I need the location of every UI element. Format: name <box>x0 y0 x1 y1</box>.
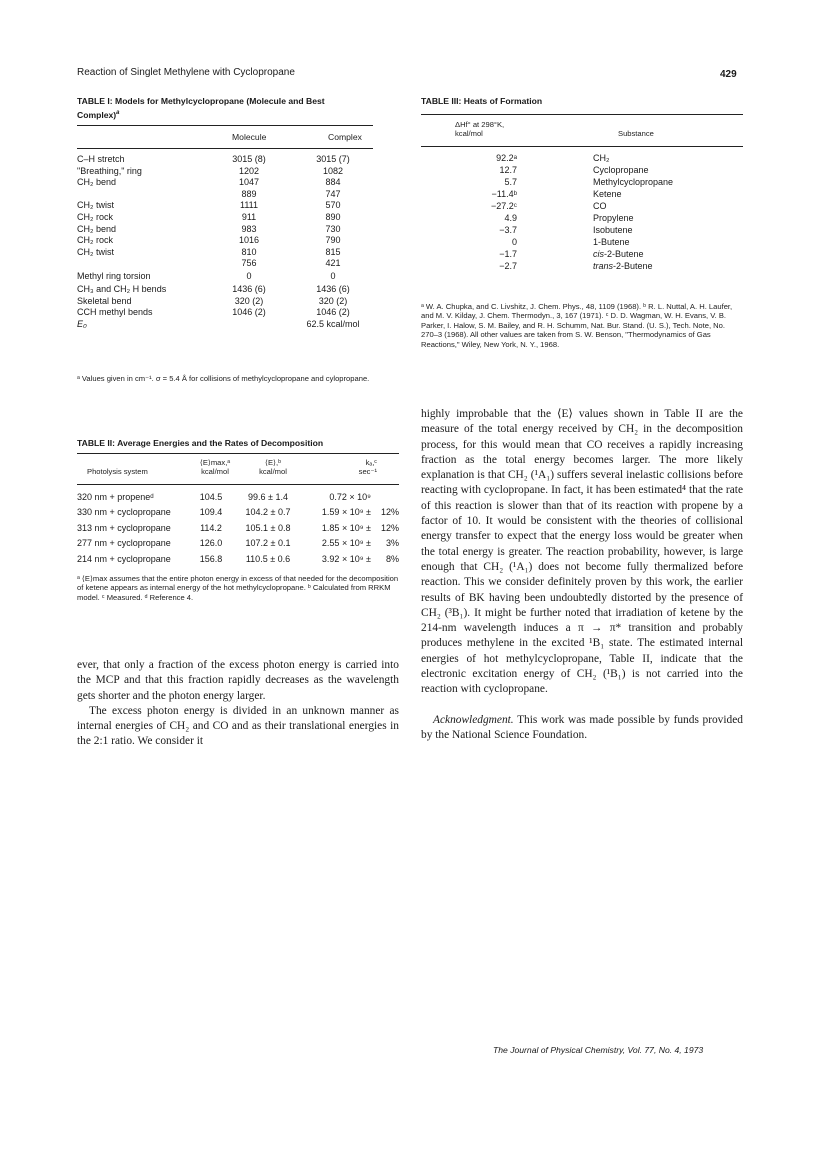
left-paragraph-1: ever, that only a fraction of the excess photon energy is carried into the MCP and that this fraction rapidly decreases as the wavelength gets shorter and the photon energy larger. <box>77 659 399 702</box>
table3-substance: Propylene <box>593 213 634 224</box>
table2-ka-error: 3% <box>385 538 399 549</box>
table3-substance: Isobutene <box>593 225 633 236</box>
table2 <box>77 490 399 568</box>
table1-row-label: CCH methyl bends <box>77 307 153 318</box>
table1-row-label: CH₂ bend <box>77 177 117 188</box>
table1-row-label: CH₂ rock <box>77 211 113 222</box>
table3-value: 4.9 <box>504 213 517 224</box>
table-row <box>77 506 399 522</box>
table1-row-label: C–H stretch <box>77 154 125 164</box>
table-row <box>421 165 743 177</box>
table1-col-molecule: Molecule <box>232 132 267 142</box>
table1-molecule-value: 756 <box>241 258 257 269</box>
table3-value: 12.7 <box>499 165 517 176</box>
table3-spacer <box>521 201 593 213</box>
table2-e: 107.2 ± 0.1 <box>245 538 291 549</box>
table1-molecule-value: 320 (2) <box>234 295 264 306</box>
table3-spacer <box>521 177 593 189</box>
left-column-text <box>77 658 399 750</box>
table3-substance: 1-Butene <box>593 237 630 248</box>
table-row <box>77 154 373 166</box>
table1-molecule-value: 1016 <box>238 235 260 246</box>
table3-substance: Cyclopropane <box>593 165 649 176</box>
table2-e: 99.6 ± 1.4 <box>248 491 288 502</box>
table1-complex-value: 3015 (7) <box>316 154 350 164</box>
table2-ka: 1.85 × 10⁹ ± <box>321 522 371 533</box>
table3-value: −27.2ᶜ <box>491 201 517 212</box>
table2-footnote: ᵃ ⟨E⟩max assumes that the entire photon energy in excess of that needed for the decomposition of ketene appears as internal energy of the hot methylcyclopropane. ᵇ Calculated from RRKM model. ᶜ Measured. ᵈ Reference 4. <box>77 574 399 602</box>
table-row <box>421 249 743 261</box>
table-row <box>77 296 373 308</box>
table1-molecule-value: 1202 <box>238 165 260 176</box>
table-row <box>421 201 743 213</box>
table1-complex-value: 570 <box>325 200 341 211</box>
table1-footnote: ᵃ Values given in cm⁻¹. σ = 5.4 Å for collisions of methylcyclopropane and cylopropane. <box>77 374 370 383</box>
table2-system: 320 nm + propeneᵈ <box>77 491 154 502</box>
table-row <box>421 177 743 189</box>
table3-value: 5.7 <box>504 177 517 188</box>
table2-ka: 3.92 × 10⁹ ± <box>321 553 371 564</box>
table-row <box>77 200 373 212</box>
table3-substance: CO <box>593 201 607 212</box>
table3-substance: Methylcyclopropane <box>593 177 674 188</box>
table1-row-label: CH₂ bend <box>77 223 117 234</box>
table-row <box>77 235 373 247</box>
table2-emax: 156.8 <box>199 553 223 564</box>
table3-spacer <box>521 237 593 249</box>
table2-ka-error: 12% <box>380 507 399 518</box>
table-row <box>77 258 373 270</box>
table2-header: ⟨E⟩max,ᵃ kcal/mol ⟨E⟩,ᵇ kcal/mol kₐ,ᶜ sec⁻¹ Photolysis system <box>87 458 377 476</box>
table3-spacer <box>521 213 593 225</box>
table2-emax: 104.5 <box>199 491 223 502</box>
table1-row-label: Skeletal bend <box>77 295 132 306</box>
table3-header-rule <box>421 146 743 147</box>
table-row <box>77 247 373 259</box>
table2-ka-error: 12% <box>380 522 399 533</box>
table3-value: 92.2ᵃ <box>496 153 517 164</box>
table3-footnote: ᵃ W. A. Chupka, and C. Livshitz, J. Chem. Phys., 48, 1109 (1968). ᵇ R. L. Nuttal, A. H. Laufer, and M. V. Kilday, J. Chem. Thermodyn., 3, 167 (1971). ᶜ D. D. Wagman, W. H. Evans, V. B. Parker, I. Halow, S. M. Bailey, and R. H. Schumm, Nat. Bur. Stand. (U. S.), Tech. Note, No. 270–3 (1968). All other values are taken from S. W. Benson, "Thermodynamics of Gas Reactions," Wiley, New York, N. Y., 1968. <box>421 302 733 349</box>
table-row <box>77 189 373 201</box>
table1-row-label: "Breathing," ring <box>77 165 142 176</box>
table1-header-rule <box>77 148 373 149</box>
table-row <box>77 307 373 319</box>
table3-spacer <box>521 165 593 177</box>
journal-footer: The Journal of Physical Chemistry, Vol. 77, No. 4, 1973 <box>493 1045 704 1055</box>
table-row <box>77 284 373 296</box>
table-row <box>421 225 743 237</box>
left-paragraph-2: The excess photon energy is divided in an unknown manner as internal energies of CH₂ and CO and as their translational energies in the 2:1 ratio. We consider it <box>77 704 399 748</box>
table1-molecule-value: 983 <box>241 223 257 234</box>
table-row <box>421 237 743 249</box>
table1-complex-value: 730 <box>325 223 341 234</box>
right-paragraph-1: highly improbable that the ⟨E⟩ values shown in Table II are the measure of the total energy received by CH₂ in the decomposition process, for this would mean that CO receives a rapidly increasing fraction as the total energy becomes larger. The more likely explanation is that CH₂ (¹A₁) suffers several inelastic collisions before reacting with cyclopropane. In fact, it has been estimated⁴ that the rate of this reaction is slower than that of its reaction with propene by a factor of 10. It would be consistent with the theories of collisional energy transfer to expect that the energy loss would be greater when the total energy is greater. The reaction probability, however, is large enough that CH₂ (¹A₁) does not become fully thermalized before reaction. This we consider definitely proven by this work, the earlier results of BK having been undoubtedly distorted by the presence of CH₂ (³B₁). It might be further noted that irradiation of ketene by the 214-nm wavelength induces a π → π* transition and probably produces methylene in the excited ¹B₁ state. The estimated internal energies of hot methylcyclopropane, Table II, indicate that the electronic excitation energy of CH₂ (¹B₁) is not carried into the reaction with cyclopropane. <box>421 408 743 696</box>
table-row <box>77 270 373 284</box>
table2-emax: 109.4 <box>199 507 223 518</box>
table1-row-label: CH₃ and CH₂ H bends <box>77 283 167 294</box>
running-header: Reaction of Singlet Methylene with Cyclopropane <box>77 67 295 78</box>
table2-header-rule <box>77 484 399 485</box>
table-row <box>77 521 399 537</box>
table1-row-label: CH₂ rock <box>77 235 113 246</box>
table1-complex-value: 62.5 kcal/mol <box>306 318 360 329</box>
table3 <box>421 153 743 273</box>
table2-e: 110.5 ± 0.6 <box>245 553 291 564</box>
table1-complex-value: 890 <box>325 211 341 222</box>
table1-molecule-value <box>205 319 293 331</box>
table1-complex-value: 815 <box>325 246 341 257</box>
table1-caption: TABLE I: Models for Methylcyclopropane (Molecule and Best Complex)$^a$ <box>77 96 325 120</box>
table3-value: −2.7 <box>499 261 517 272</box>
table-row <box>77 490 399 506</box>
table2-top-rule <box>77 453 399 454</box>
table2-system: 313 nm + cyclopropane <box>77 522 171 533</box>
table3-substance: trans-2-Butene <box>593 261 653 272</box>
table-row <box>421 261 743 273</box>
table2-ka-error: 8% <box>385 553 399 564</box>
table2-ka: 1.59 × 10⁹ ± <box>321 507 371 518</box>
table2-emax: 126.0 <box>199 538 223 549</box>
table3-spacer <box>521 225 593 237</box>
table3-spacer <box>521 261 593 273</box>
table2-e: 104.2 ± 0.7 <box>245 507 291 518</box>
table1-molecule-value: 0 <box>246 271 252 282</box>
table1-molecule-value: 1111 <box>239 200 259 211</box>
table3-value: −1.7 <box>499 249 517 260</box>
table2-system: 330 nm + cyclopropane <box>77 507 171 518</box>
table1-molecule-value: 889 <box>241 188 257 199</box>
table2-ka-error <box>371 490 399 506</box>
table2-caption: TABLE II: Average Energies and the Rates of Decomposition <box>77 438 324 448</box>
table1-molecule-value: 1436 (6) <box>232 283 266 294</box>
table1-row-label: CH₂ twist <box>77 246 114 257</box>
table-row <box>421 153 743 165</box>
table1-complex-value: 1436 (6) <box>316 283 350 294</box>
table2-e: 105.1 ± 0.8 <box>245 522 291 533</box>
table1-top-rule <box>77 125 373 126</box>
table1-row-label: E₀ <box>77 318 87 329</box>
table1-row-label <box>77 258 205 270</box>
table1-complex-value: 1082 <box>322 165 344 176</box>
acknowledgment: Acknowledgment. This work was made possible by funds provided by the National Science Foundation. <box>421 713 743 741</box>
table2-ka: 2.55 × 10⁹ ± <box>321 538 371 549</box>
table1-molecule-value: 1046 (2) <box>232 307 266 318</box>
table3-substance: Ketene <box>593 189 622 200</box>
table3-spacer <box>521 189 593 201</box>
table1-molecule-value: 911 <box>241 211 257 222</box>
table1-complex-value: 1046 (2) <box>316 307 350 318</box>
table-row <box>77 319 373 331</box>
table1-row-label: Methyl ring torsion <box>77 271 151 282</box>
table1 <box>77 154 373 330</box>
table1-row-label <box>77 189 205 201</box>
table3-value: −3.7 <box>499 225 517 236</box>
table1-complex-value: 790 <box>325 235 341 246</box>
table1-row-label: CH₂ twist <box>77 200 114 211</box>
table1-complex-value: 747 <box>325 188 341 199</box>
table-row <box>77 212 373 224</box>
table3-header: ΔHf° at 298°K, kcal/mol Substance <box>455 120 654 138</box>
table1-molecule-value: 1047 <box>238 177 260 188</box>
table2-ka: 0.72 × 10⁹ <box>329 491 371 502</box>
table3-caption: TABLE III: Heats of Formation <box>421 96 543 106</box>
table-row <box>77 177 373 189</box>
table1-molecule-value: 810 <box>241 246 257 257</box>
table1-molecule-value: 3015 (8) <box>232 154 266 164</box>
table3-spacer <box>521 249 593 261</box>
table-row <box>77 537 399 553</box>
table2-emax: 114.2 <box>200 522 222 533</box>
table-row <box>77 166 373 178</box>
right-column-text <box>421 407 743 743</box>
table1-complex-value: 320 (2) <box>318 295 348 306</box>
table1-complex-value: 0 <box>330 271 336 282</box>
table-row <box>421 213 743 225</box>
table2-system: 214 nm + cyclopropane <box>77 553 171 564</box>
table3-top-rule <box>421 114 743 115</box>
table1-complex-value: 421 <box>325 258 341 269</box>
table-row <box>77 552 399 568</box>
table-row <box>77 224 373 236</box>
table-row <box>421 189 743 201</box>
table3-value: −11.4ᵇ <box>491 189 517 200</box>
table3-spacer <box>521 153 593 165</box>
table1-complex-value: 884 <box>325 177 341 188</box>
table2-system: 277 nm + cyclopropane <box>77 538 171 549</box>
table3-substance: CH₂ <box>593 153 610 164</box>
table3-substance: cis-2-Butene <box>593 249 644 260</box>
table1-col-complex: Complex <box>328 132 362 142</box>
page-number: 429 <box>720 69 737 80</box>
table3-value: 0 <box>511 237 517 248</box>
